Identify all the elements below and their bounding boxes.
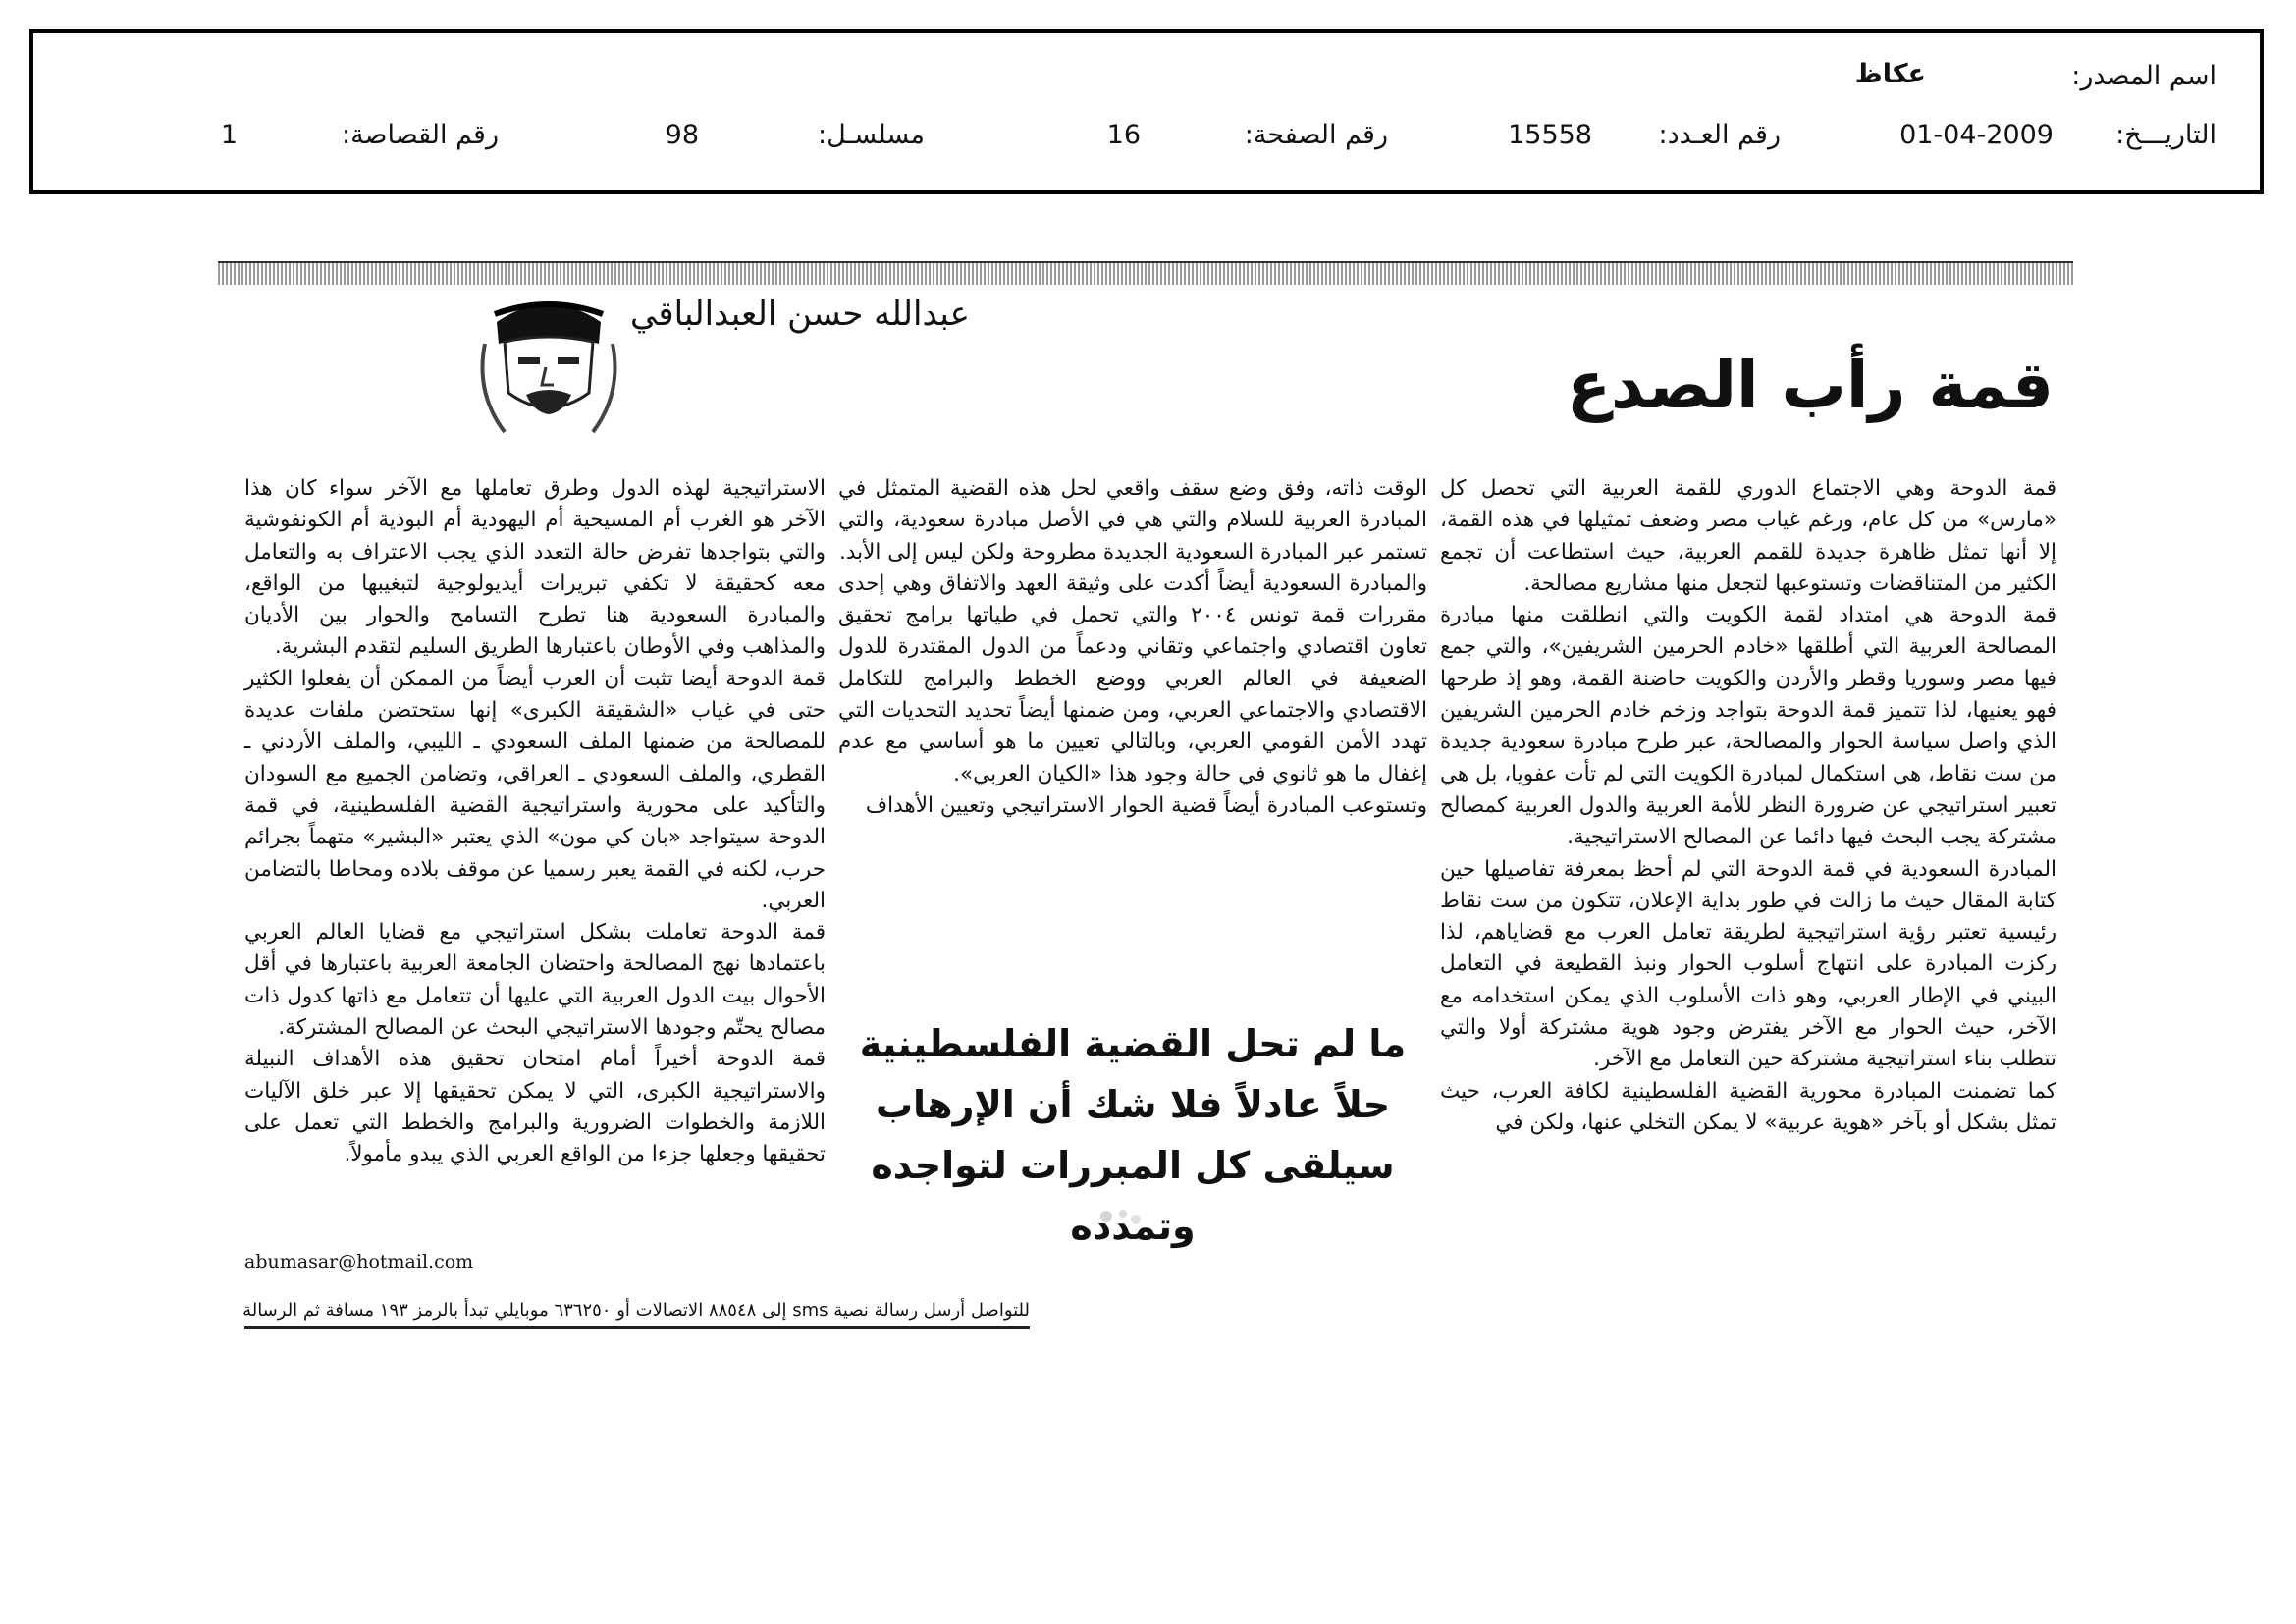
source-value: عكاظ	[1854, 59, 1926, 89]
date-value: 01-04-2009	[1899, 120, 2054, 150]
article-column-3	[244, 473, 826, 1171]
article-clipping	[218, 257, 2073, 1347]
paragraph: قمة الدوحة تعاملت بشكل استراتيجي مع قضايا العالم العربي باعتمادها نهج المصالحة واحتضان الجامعة العربية باعتبارها في أقل الأحوال بيت الدول العربية التي عليها أن تتعامل مع ذاتها كدول ذات مصالح يحتّم وجودها الاستراتيجي البحث عن المصالح المشتركة.	[244, 920, 826, 1041]
author-name: عبدالله حسن العبدالباقي	[630, 295, 970, 334]
source-label: اسم المصدر:	[2071, 61, 2216, 91]
pull-quote: ما لم تحل القضية الفلسطينية حلاً عادلاً فلا شك أن الإرهاب سيلقى كل المبررات لتواجده وتمدده	[859, 1022, 1407, 1248]
issue-value: 15558	[1508, 120, 1592, 150]
paragraph: قمة الدوحة وهي الاجتماع الدوري للقمة العربية التي تحصل كل «مارس» من كل عام، ورغم غياب مصر وضعف تمثيلها في هذه القمة، إلا أنها تمثل ظاهرة جديدة للقمم العربية، حيث استطاعت أن تجمع الكثير من المتناقضات وتستوعبها لتجعل منها مشاريع مصالحة.	[1440, 476, 2056, 596]
article-title: قمة رأب الصدع	[1566, 348, 2054, 423]
paragraph: قمة الدوحة هي امتداد لقمة الكويت والتي انطلقت منها مبادرة المصالحة العربية التي أطلقها «خادم الحرمين الشريفين»، والتي جمع فيها مصر وسوريا وقطر والأردن والكويت حاضنة القمة، وهو إذ طرحها فهو يعنيها، لذا تتميز قمة الدوحة بتواجد وزخم خادم الحرمين الشريفين الذي واصل سياسة الحوار والمصالحة، عبر طرح مبادرة سعودية جديدة من ست نقاط، هي استكمال لمبادرة الكويت التي لم تأت عفويا، بل هي تعبير استراتيجي عن ضرورة النظر للأمة العربية والدول العربية كمصالح مشتركة يجب البحث فيها دائما عن المصالح الاستراتيجية.	[1440, 603, 2056, 850]
serial-value: 98	[665, 120, 699, 150]
author-portrait-icon	[475, 275, 622, 438]
paragraph: المبادرة السعودية في قمة الدوحة التي لم أحظ بمعرفة تفاصيلها حين كتابة المقال حيث ما زالت في طور بداية الإعلان، تتكون من ست نقاط رئيسية تعتبر رؤية استراتيجية لطريقة تعامل العرب مع قضاياهم، لذا ركزت المبادرة على انتهاج أسلوب الحوار ونبذ القطيعة في التعامل البيني في الإطار العربي، وهو ذات الأسلوب الذي يمكن استخدامه مع الآخر، حيث الحوار مع الآخر يفترض وجود هوية مشتركة أولا والتي تتطلب بناء استراتيجية مشتركة حين التعامل مع الآخر.	[1440, 856, 2056, 1072]
serial-label: مسلسـل:	[817, 120, 925, 150]
article-column-1	[1440, 473, 2056, 1139]
paragraph: الاستراتيجية لهذه الدول وطرق تعاملها مع الآخر سواء كان هذا الآخر هو الغرب أم المسيحية أم اليهودية أم البوذية أم الكونفوشية والتي بتواجدها تفرض حالة التعدد الذي يجب الاعتراف به والتعامل معه كحقيقة لا تكفي تبريرات أيديولوجية لتبغيبها من الواقع، والمبادرة السعودية هنا تطرح التسامح والحوار بين الأديان والمذاهب وفي الأوطان باعتبارها الطريق السليم لتقدم البشرية.	[244, 476, 826, 660]
paragraph: والمبادرة السعودية أيضاً أكدت على وثيقة العهد والاتفاق وهي إحدى مقررات قمة تونس ٢٠٠٤ والتي تحمل في طياتها برامج تحقيق تعاون اقتصادي واجتماعي وتقاني ودعماً من الدول المقتدرة للدول الضعيفة في العالم العربي ووضع الخطط والبرامج للتكامل الاقتصادي والاجتماعي العربي، ومن ضمنها أيضاً تحديد التحديات التي تهدد الأمن القومي العربي، وبالتالي تعيين ما هو أساسي مع عدم إغفال ما هو ثانوي في حالة وجود هذا «الكيان العربي».	[838, 570, 1428, 786]
scan-smudge-icon	[1092, 1202, 1150, 1231]
page-value: 16	[1106, 120, 1141, 150]
issue-label: رقم العـدد:	[1658, 120, 1781, 150]
date-label: التاريـــخ:	[2115, 120, 2216, 150]
author-email: abumasar@hotmail.com	[244, 1251, 474, 1272]
article-column-2	[838, 473, 1427, 822]
paragraph: قمة الدوحة أيضا تثبت أن العرب أيضاً من الممكن أن يفعلوا الكثير حتى في غياب «الشقيقة الكبرى» إنها ستحتضن ملفات عديدة للمصالحة من ضمنها الملف السعودي ـ الليبي، والملف الأردني ـ القطري، والملف السعودي ـ العراقي، وتضامن الجميع مع السودان والتأكيد على محورية واستراتيجية القضية الفلسطينية، في قمة الدوحة سيتواجد «بان كي مون» الذي يعتبر «البشير» متهماً بجرائم حرب، لكنه في القمة يعبر رسميا عن موقف بلاده ومحاطا بالتضامن العربي.	[244, 666, 826, 913]
clip-number-value: 1	[220, 120, 238, 150]
paragraph: وتستوعب المبادرة أيضاً قضية الحوار الاستراتيجي وتعيين الأهداف	[865, 792, 1427, 818]
paragraph: الوقت ذاته، وفق وضع سقف واقعي لحل هذه القضية المتمثل في المبادرة العربية للسلام والتي هي في الأصل مبادرة سعودية، والتي تستمر عبر المبادرة السعودية الجديدة مطروحة ولكن ليس إلى الأبد.	[838, 476, 1427, 565]
clipping-metadata-box	[29, 29, 2264, 194]
paragraph: قمة الدوحة أخيراً أمام امتحان تحقيق هذه الأهداف النبيلة والاستراتيجية الكبرى، التي لا يمكن تحقيقها إلا عبر خلق الآليات اللازمة والخطوات الضرورية والبرامج والخطط التي تعمل على تحقيقها وجعلها جزءا من الواقع العربي الذي يبدو مأمولاً.	[244, 1047, 826, 1167]
clip-number-label: رقم القصاصة:	[341, 120, 499, 150]
sms-contact-note: للتواصل أرسل رسالة نصية sms إلى ٨٨٥٤٨ الاتصالات أو ٦٣٦٢٥٠ موبايلي تبدأ بالرمز ١٩٣ مسافة ثم الرسالة	[244, 1300, 1030, 1329]
paragraph: كما تضمنت المبادرة محورية القضية الفلسطينية لكافة العرب، حيث تمثل بشكل أو بآخر «هوية عربية» لا يمكن التخلي عنها، ولكن في	[1440, 1078, 2056, 1135]
page-label: رقم الصفحة:	[1244, 120, 1388, 150]
